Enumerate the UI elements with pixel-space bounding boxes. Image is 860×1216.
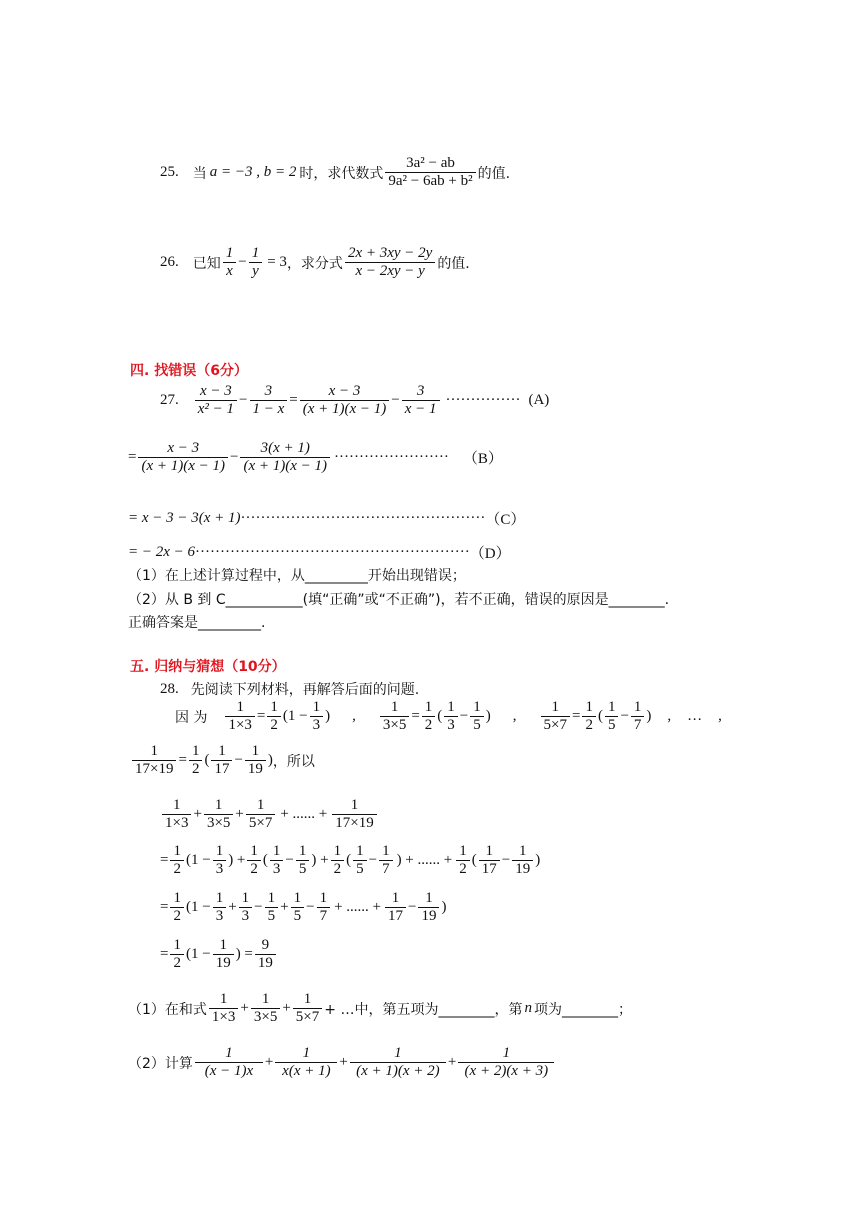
math-text: + …中，第五项为________，第	[324, 1001, 523, 1018]
denominator: 2	[173, 955, 181, 972]
denominator: 3	[215, 861, 224, 878]
math-text: ) + ...... +	[396, 852, 453, 869]
math-text: ，所以	[272, 753, 315, 770]
fraction	[541, 699, 570, 735]
math-text: +	[280, 899, 289, 916]
numerator: 1	[418, 890, 439, 908]
math-text: =	[128, 449, 137, 466]
math-text: +	[193, 806, 202, 823]
fraction	[385, 890, 406, 926]
question-number: 25.	[160, 164, 179, 181]
math-text: −	[459, 708, 469, 725]
text: 当	[192, 165, 207, 182]
fraction	[380, 699, 409, 735]
denominator: 17	[214, 761, 230, 778]
denominator: (x − 1)x	[204, 1063, 254, 1080]
numerator: 1	[293, 991, 322, 1009]
q28-sub-1	[128, 991, 632, 1027]
question-number: 28.	[160, 680, 179, 697]
numerator: 1	[189, 743, 203, 761]
numerator: 1	[353, 843, 367, 861]
denominator: (x + 1)(x − 1)	[243, 458, 328, 475]
numerator: 1	[444, 699, 458, 717]
step-label: (A)	[528, 392, 550, 409]
numerator: 1	[251, 991, 280, 1009]
numerator: 1	[385, 890, 406, 908]
math-text: +	[235, 806, 244, 823]
math-text: +	[447, 1054, 457, 1071]
numerator: 1	[605, 699, 619, 717]
fraction	[605, 699, 619, 735]
q27-sub-3: 正确答案是_________.	[128, 615, 266, 631]
numerator: 1	[211, 743, 232, 761]
numerator: 1	[582, 699, 596, 717]
numerator: 1	[195, 1045, 263, 1063]
denominator: 5×7	[295, 1009, 320, 1026]
math-text: (1 −	[282, 708, 308, 725]
fraction	[385, 155, 475, 191]
math-text: (1 −	[185, 946, 211, 963]
fraction	[456, 843, 470, 879]
math-text: ,	[352, 708, 356, 725]
denominator: 2	[250, 861, 258, 878]
fraction	[170, 890, 184, 926]
fraction	[138, 440, 228, 476]
numerator: 1	[170, 937, 184, 955]
math-text: …	[687, 708, 703, 725]
numerator: 1	[213, 843, 227, 861]
section-4-title: 四. 找错误（6分）	[130, 363, 248, 379]
numerator: 1	[204, 797, 233, 815]
numerator: 1	[512, 843, 533, 861]
denominator: 3	[447, 717, 455, 734]
denominator: 9a² − 6ab + b²	[388, 173, 473, 190]
math-text: (	[437, 708, 443, 725]
denominator: 5	[293, 908, 302, 925]
denominator: 2	[585, 717, 593, 734]
numerator: 1	[275, 1045, 337, 1063]
denominator: (x + 1)(x − 1)	[141, 458, 226, 475]
condition: a = −3 , b = 2	[209, 164, 297, 181]
denominator: x − 1	[404, 401, 437, 418]
denominator: 7	[319, 908, 328, 925]
numerator: 1	[132, 743, 176, 761]
numerator: 3	[250, 383, 288, 401]
question-26	[160, 245, 470, 281]
fraction	[582, 699, 596, 735]
denominator: 19	[215, 955, 231, 972]
numerator: 3(x + 1)	[240, 440, 330, 458]
fraction	[195, 1045, 263, 1081]
q28-step-1	[160, 843, 540, 879]
fraction	[418, 890, 439, 926]
math-text: =	[160, 852, 169, 869]
numerator: 1	[162, 797, 191, 815]
denominator: 3	[312, 717, 321, 734]
fraction	[296, 843, 310, 879]
numerator: 1	[380, 699, 409, 717]
math-text: −	[254, 899, 263, 916]
q27-line-c	[128, 508, 525, 529]
q28-sub-2	[128, 1045, 556, 1081]
math-text: ·······················································	[195, 544, 470, 560]
numerator: 1	[170, 890, 184, 908]
denominator: 1×3	[228, 717, 252, 734]
fraction	[332, 797, 376, 833]
numerator: 1	[267, 699, 281, 717]
math-text: +	[339, 1054, 348, 1071]
denominator: 7	[633, 717, 642, 734]
denominator: 2	[424, 717, 433, 734]
math-text: +	[282, 1000, 291, 1017]
fraction	[631, 699, 645, 735]
denominator: 2	[333, 861, 342, 878]
equals: = 3	[267, 254, 287, 271]
fraction	[255, 937, 276, 973]
numerator: 3a² − ab	[385, 155, 475, 173]
math-text: +	[264, 1054, 274, 1071]
numerator: 1	[170, 843, 184, 861]
numerator: 1	[470, 699, 484, 717]
q28-intro	[160, 679, 419, 699]
math-text: −	[620, 708, 629, 725]
fraction	[211, 743, 232, 779]
step-label: （D）	[469, 546, 511, 562]
text: ，求分式	[286, 255, 343, 272]
math-text: + ...... +	[334, 899, 381, 916]
math-text: （1）在和式	[128, 1001, 207, 1018]
fraction	[225, 699, 254, 735]
text: 已知	[192, 255, 221, 272]
denominator: 3×5	[253, 1009, 278, 1026]
math-text: )	[535, 852, 541, 869]
fraction	[213, 937, 234, 973]
numerator: 1	[458, 1045, 554, 1063]
denominator: 2	[173, 908, 181, 925]
numerator: 1	[249, 245, 263, 263]
denominator: x(x + 1)	[282, 1063, 331, 1080]
math-text: 先阅读下列材料，再解答后面的问题.	[190, 682, 420, 698]
denominator: y	[252, 263, 259, 280]
math-text: −	[234, 752, 243, 769]
denominator: 2	[270, 717, 278, 734]
denominator: 19	[247, 761, 263, 778]
math-text: )	[325, 708, 331, 725]
fraction	[293, 991, 322, 1027]
math-text: −	[230, 449, 239, 466]
numerator: 1	[270, 843, 284, 861]
math-text: ,	[512, 708, 517, 725]
fraction	[470, 699, 484, 735]
math-text: (	[346, 852, 352, 869]
fraction	[170, 937, 184, 973]
fraction	[223, 245, 237, 281]
fraction	[251, 991, 280, 1027]
numerator: 1	[265, 890, 279, 908]
fraction	[300, 383, 390, 419]
math-text: (	[471, 852, 477, 869]
numerator: x − 3	[138, 440, 228, 458]
fraction	[209, 991, 238, 1027]
numerator: 1	[209, 991, 238, 1009]
denominator: 19	[515, 861, 531, 878]
denominator: 5×7	[543, 717, 567, 734]
math-text: )	[441, 899, 447, 916]
denominator: 17	[387, 908, 403, 925]
fraction	[479, 843, 500, 879]
denominator: 5	[473, 717, 481, 734]
math-text: ) +	[228, 852, 246, 869]
math-text: (1 −	[185, 899, 211, 916]
denominator: 3	[241, 908, 250, 925]
denominator: 3	[215, 908, 224, 925]
math-text: (	[262, 852, 268, 869]
fraction	[379, 843, 393, 879]
numerator: 9	[255, 937, 276, 955]
numerator: 1	[245, 743, 266, 761]
fraction	[512, 843, 533, 879]
fraction	[246, 797, 275, 833]
text: 的值.	[477, 165, 511, 182]
denominator: 5	[267, 908, 276, 925]
fraction	[270, 843, 284, 879]
fraction	[350, 1045, 446, 1081]
denominator: 1 − x	[252, 401, 285, 418]
math-text: −	[391, 392, 400, 409]
denominator: 3×5	[382, 717, 407, 734]
fraction	[422, 699, 436, 735]
math-text: =	[289, 392, 298, 409]
denominator: 5	[607, 717, 616, 734]
numerator: 1	[225, 699, 254, 717]
math-text: ·················································	[240, 510, 486, 526]
fraction	[247, 843, 261, 879]
q27-line-b	[128, 440, 503, 476]
math-text: −	[501, 852, 511, 869]
fraction	[239, 890, 253, 926]
numerator: x − 3	[300, 383, 390, 401]
math-text: = − 2x − 6	[128, 544, 196, 560]
math-text: =	[256, 708, 266, 725]
denominator: 7	[382, 861, 390, 878]
math-text: )	[267, 752, 273, 769]
denominator: 1×3	[165, 815, 189, 832]
numerator: 2x + 3xy − 2y	[345, 245, 435, 263]
denominator: 2	[191, 761, 200, 778]
fraction	[353, 843, 367, 879]
denominator: 17×19	[135, 761, 174, 778]
q28-last-term	[130, 743, 315, 779]
numerator: 1	[422, 699, 436, 717]
fraction	[162, 797, 191, 833]
numerator: 1	[317, 890, 331, 908]
denominator: x² − 1	[197, 401, 235, 418]
q28-sum	[160, 797, 379, 833]
math-text: )	[485, 708, 491, 725]
fraction	[213, 890, 227, 926]
math-text: =	[178, 752, 187, 769]
fraction	[317, 890, 331, 926]
fraction	[402, 383, 440, 419]
math-text: (	[597, 708, 603, 725]
fraction	[331, 843, 345, 879]
fraction	[345, 245, 435, 281]
math-text: )	[646, 708, 652, 725]
math-text: =	[571, 708, 581, 725]
numerator: 1	[350, 1045, 446, 1063]
math-text: −	[239, 392, 248, 409]
math-text: −	[407, 899, 417, 916]
math-text: n	[524, 1000, 532, 1017]
denominator: (x + 2)(x + 3)	[464, 1063, 549, 1080]
math-text: −	[368, 852, 378, 869]
math-text: +	[240, 1000, 249, 1017]
denominator: 19	[421, 908, 437, 925]
numerator: 1	[631, 699, 645, 717]
q28-step-3	[160, 937, 278, 973]
math-text: =	[160, 946, 169, 963]
numerator: 1	[291, 890, 305, 908]
numerator: 1	[541, 699, 570, 717]
numerator: 3	[402, 383, 440, 401]
denominator: 5×7	[248, 815, 273, 832]
numerator: 1	[310, 699, 324, 717]
fraction	[213, 843, 227, 879]
step-label: （C）	[485, 512, 526, 528]
numerator: 1	[246, 797, 275, 815]
math-text: ·······················	[334, 449, 449, 466]
math-text: =	[411, 708, 420, 725]
fraction	[310, 699, 324, 735]
math-text: 项为________；	[533, 1001, 632, 1018]
fraction	[189, 743, 203, 779]
question-25	[160, 155, 510, 191]
numerator: 1	[456, 843, 470, 861]
q27-line-d	[128, 542, 511, 563]
denominator: 17×19	[335, 815, 374, 832]
math-text: （2）计算	[128, 1055, 193, 1072]
math-text: ) +	[311, 852, 329, 869]
math-text: −	[306, 899, 315, 916]
fraction	[458, 1045, 554, 1081]
math-text: ,	[718, 708, 722, 725]
numerator: 1	[239, 890, 253, 908]
numerator: 1	[379, 843, 393, 861]
fraction	[240, 440, 330, 476]
q28-step-2	[160, 890, 446, 926]
numerator: 1	[331, 843, 345, 861]
text: 的值.	[437, 255, 470, 272]
math-text: ···············	[445, 392, 521, 409]
text: 时，求代数式	[299, 165, 384, 182]
fraction	[275, 1045, 337, 1081]
numerator: 1	[223, 245, 237, 263]
math-text: (	[204, 752, 210, 769]
denominator: 3	[272, 861, 281, 878]
denominator: 3×5	[206, 815, 231, 832]
denominator: (x + 1)(x + 2)	[356, 1063, 440, 1080]
denominator: 5	[356, 861, 364, 878]
math-text: (1 −	[185, 852, 211, 869]
fraction	[291, 890, 305, 926]
math-text: +	[228, 899, 237, 916]
denominator: 17	[481, 861, 497, 878]
denominator: 5	[298, 861, 307, 878]
math-text: ) =	[235, 946, 253, 963]
fraction	[170, 843, 184, 879]
step-label: （B）	[462, 451, 503, 468]
q28-because-line	[175, 699, 722, 735]
math-text: −	[285, 852, 294, 869]
numerator: 1	[247, 843, 261, 861]
fraction	[204, 797, 233, 833]
denominator: x	[226, 263, 233, 280]
fraction	[132, 743, 176, 779]
q27-sub-2: （2）从 B 到 C___________(填“正确”或“不正确”)，若不正确，错误的原因是________.	[128, 592, 670, 608]
operator: −	[238, 254, 247, 271]
denominator: (x + 1)(x − 1)	[302, 401, 387, 418]
fraction	[195, 383, 237, 419]
numerator: 1	[296, 843, 310, 861]
math-text: =	[160, 899, 169, 916]
denominator: 2	[173, 861, 181, 878]
denominator: 2	[459, 861, 467, 878]
denominator: 19	[257, 955, 273, 972]
question-number: 27.	[160, 392, 179, 409]
fraction	[444, 699, 458, 735]
math-text: = x − 3 − 3(x + 1)	[128, 510, 241, 526]
numerator: 1	[213, 937, 234, 955]
numerator: x − 3	[195, 383, 237, 401]
section-5-title: 五. 归纳与猜想（10分）	[130, 659, 286, 675]
math-text: 因 为	[175, 709, 208, 726]
numerator: 1	[479, 843, 500, 861]
math-text: ,	[667, 708, 672, 725]
math-text: + ...... +	[280, 806, 328, 823]
fraction	[267, 699, 281, 735]
numerator: 1	[332, 797, 376, 815]
fraction	[245, 743, 266, 779]
fraction	[265, 890, 279, 926]
q27-line-a	[160, 383, 549, 419]
denominator: x − 2xy − y	[355, 263, 425, 280]
fraction	[250, 383, 288, 419]
q27-sub-1: （1）在上述计算过程中，从_________开始出现错误；	[128, 568, 466, 584]
denominator: 1×3	[211, 1009, 236, 1026]
numerator: 1	[213, 890, 227, 908]
fraction	[249, 245, 263, 281]
question-number: 26.	[160, 254, 179, 271]
